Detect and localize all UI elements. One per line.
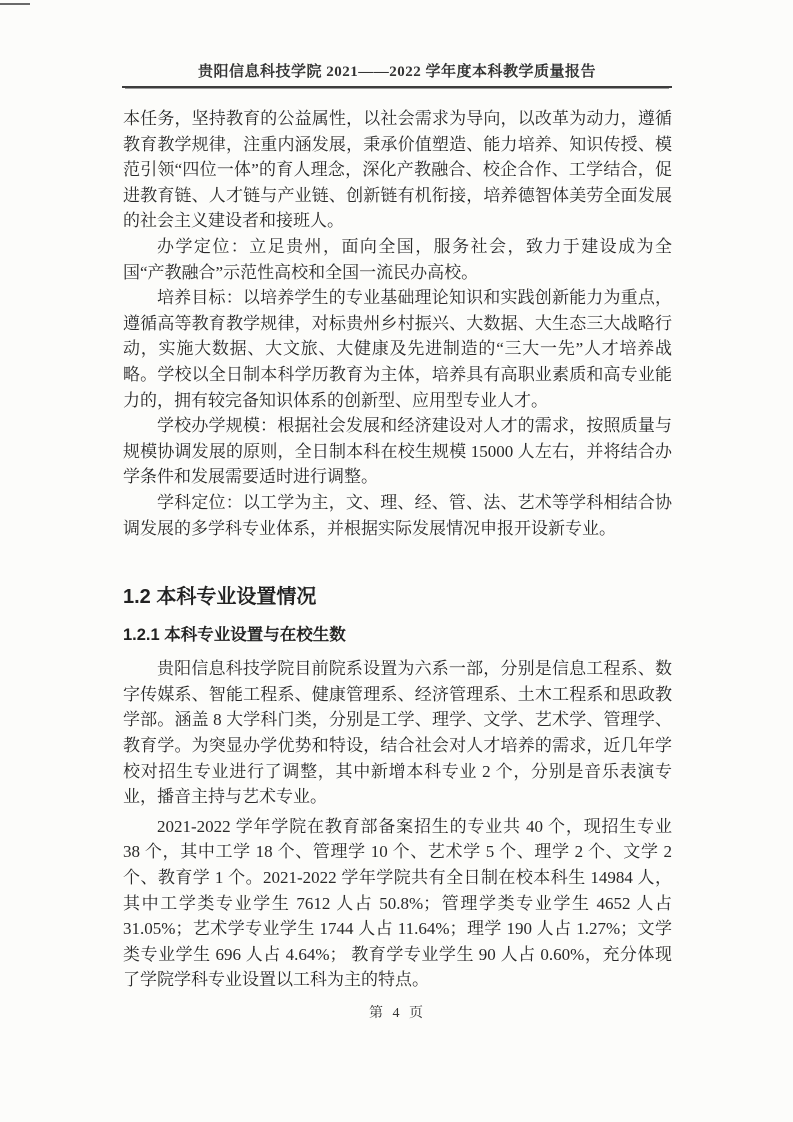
body-paragraph-scale: 学校办学规模：根据社会发展和经济建设对人才的需求，按照质量与规模协调发展的原则，全日制本科在校生规模 15000 人左右，并将结合办学条件和发展需要适时进行调整。 <box>123 416 672 487</box>
body-paragraph-disciplines: 学科定位：以工学为主，文、理、经、管、法、艺术等学科相结合协调发展的多学科专业体系，并根据实际发展情况申报开设新专业。 <box>123 492 672 538</box>
body-paragraph-statistics: 2021-2022 学年学院在教育部备案招生的专业共 40 个，现招生专业 38 个，其中工学 18 个、管理学 10 个、艺术学 5 个、理学 2 个、文学 2 个、教育学 1 个。2021-2022 学年学院共有全日制在校本科生 14984 人，其中工学类专业学生 7612 人占 50.8%；管理学类专业学生 4652 人占 31.05%；艺术学专业学生 1744 人占 11.64%；理学 190 人占 1.27%；文学类专业学生 696 人占 4.64%； 教育学专业学生 90 人占 0.60%，充分体现了学院学科专业设置以工科为主的特点。 <box>123 816 672 990</box>
document-body <box>123 106 672 993</box>
scan-artifact-line <box>0 3 30 5</box>
body-paragraph-positioning: 办学定位：立足贵州，面向全国，服务社会，致力于建设成为全国“产教融合”示范性高校和全国一流民办高校。 <box>123 236 672 282</box>
subsection-heading: 1.2.1 本科专业设置与在校生数 <box>123 625 346 644</box>
body-paragraph-departments: 贵阳信息科技学院目前院系设置为六系一部，分别是信息工程系、数字传媒系、智能工程系、健康管理系、经济管理系、土木工程系和思政教学部。涵盖 8 大学科门类，分别是工学、理学、文学、艺术学、管理学、教育学。为突显办学优势和特设，结合社会对人才培养的需求，近几年学校对招生专业进行了调整，其中新增本科专业 2 个，分别是音乐表演专业，播音主持与艺术专业。 <box>123 659 672 807</box>
section-heading: 1.2 本科专业设置情况 <box>123 586 317 609</box>
body-paragraph-continued: 本任务，坚持教育的公益属性，以社会需求为导向，以改革为动力，遵循教育教学规律，注重内涵发展，秉承价值塑造、能力培养、知识传授、模范引领“四位一体”的育人理念，深化产教融合、校企合作、工学结合，促进教育链、人才链与产业链、创新链有机衔接，培养德智体美劳全面发展的社会主义建设者和接班人。 <box>123 109 672 231</box>
page-number: 第 4 页 <box>369 1006 426 1021</box>
body-paragraph-goals: 培养目标：以培养学生的专业基础理论知识和实践创新能力为重点，遵循高等教育教学规律，对标贵州乡村振兴、大数据、大生态三大战略行动，实施大数据、大文旅、大健康及先进制造的“三大一先”人才培养战略。学校以全日制本科学历教育为主体，培养具有高职业素质和高专业能力的，拥有较完备知识体系的创新型、应用型专业人才。 <box>123 288 672 410</box>
page-header-title: 贵阳信息科技学院 2021——2022 学年度本科教学质量报告 <box>122 60 672 88</box>
